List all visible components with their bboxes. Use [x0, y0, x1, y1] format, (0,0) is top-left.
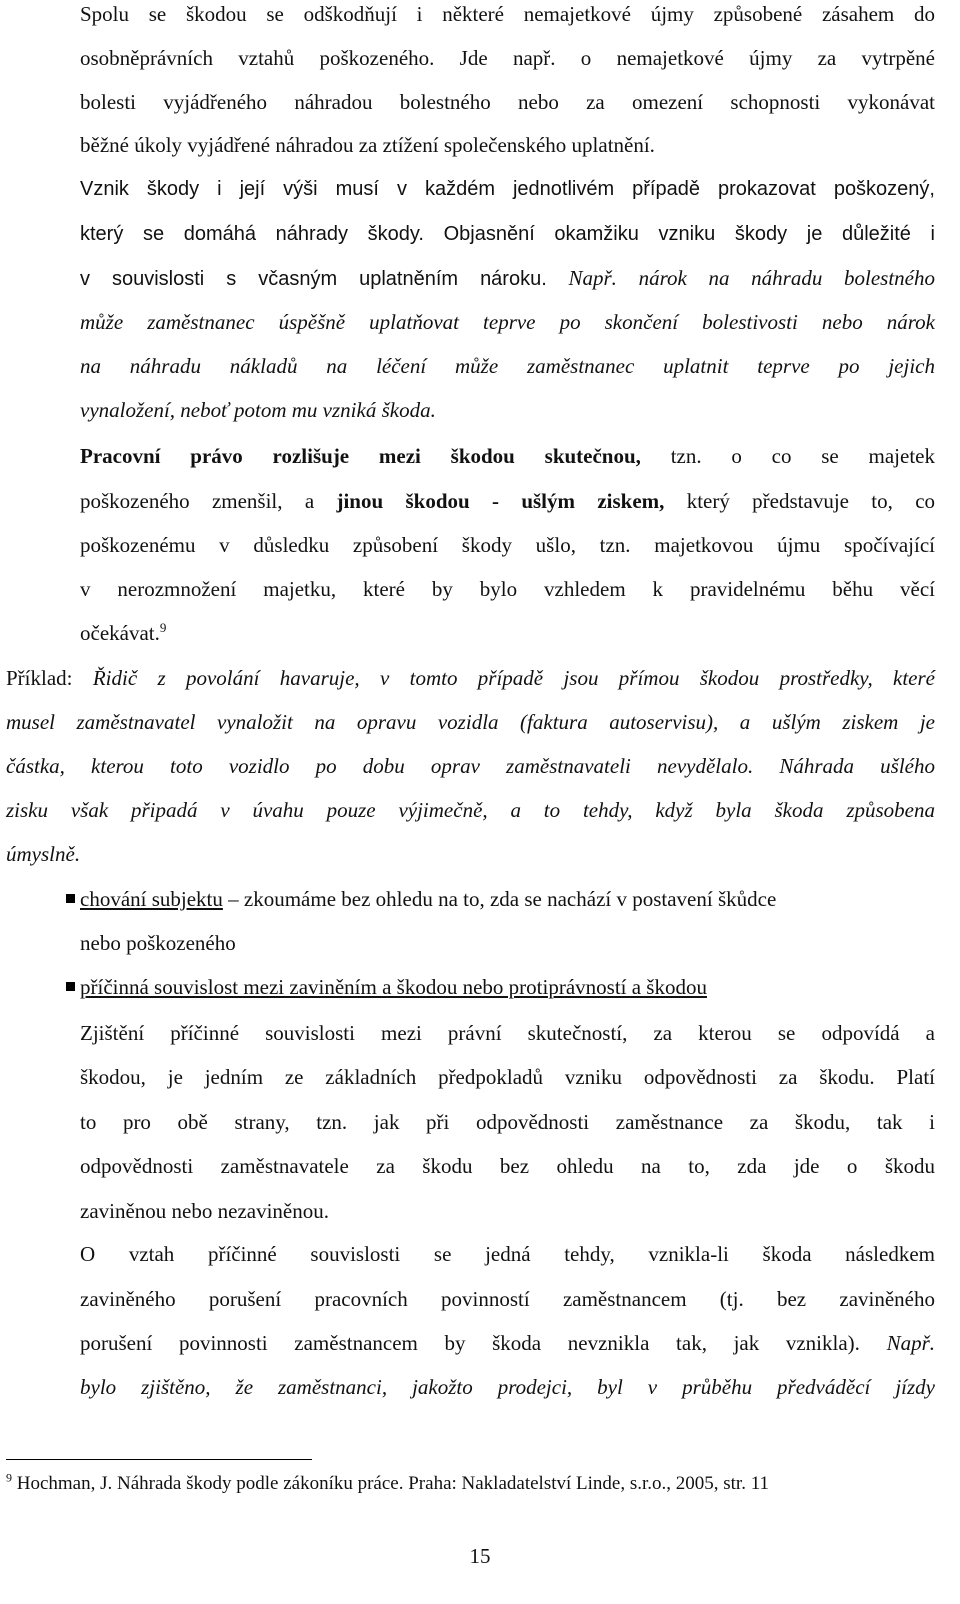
text-line: [80, 487, 935, 515]
footnote-ref: 9: [159, 620, 167, 635]
text-span: Řidič z povolání havaruje, v tomto případě jsou přímou škodou prostředky, které: [92, 666, 935, 690]
footnote-text: Hochman, J. Náhrada škody podle zákoníku práce. Praha: Nakladatelství Linde, s.r.o., 2005, str. 11: [16, 1473, 770, 1494]
page-number: 15: [469, 1544, 491, 1568]
text-line: příčinná souvislost mezi zaviněním a škodou nebo protiprávností a škodou: [80, 975, 707, 999]
text-span: chování subjektu: [80, 887, 223, 911]
text-line: zaviněného porušení pracovních povinností zaměstnancem (tj. bez zaviněného: [80, 1287, 935, 1311]
text-line: může zaměstnanec úspěšně uplatňovat teprve po skončení bolestivosti nebo nárok: [80, 310, 935, 334]
text-span: poškozeného zmenšil, a: [80, 489, 315, 513]
text-span: Např. nárok na náhradu bolestného: [568, 266, 935, 290]
text-line: poškozenému v důsledku způsobení škody ušlo, tzn. majetkovou újmu spočívající: [80, 533, 935, 557]
text-line: osobněprávních vztahů poškozeného. Jde např. o nemajetkové újmy za vytrpěné: [80, 46, 935, 70]
text-line: [80, 619, 935, 647]
text-line: odpovědnosti zaměstnavatele za škodu bez ohledu na to, zda jde o škodu: [80, 1154, 935, 1178]
text-span: Např.: [886, 1331, 935, 1355]
text-line: na náhradu nákladů na léčení může zaměstnanec uplatnit teprve po jejich: [80, 354, 935, 378]
text-line: vynaložení, neboť potom mu vzniká škoda.: [80, 398, 436, 422]
text-span: Příklad:: [6, 666, 73, 690]
text-span: očekávat.: [80, 621, 160, 645]
text-line: úmyslně.: [6, 842, 81, 866]
bullet-icon: [66, 894, 75, 903]
text-span: – zkoumáme bez ohledu na to, zda se nachází v postavení škůdce: [228, 887, 777, 911]
footnote-number: 9: [6, 1470, 12, 1485]
text-line: bolesti vyjádřeného náhradou bolestného nebo za omezení schopnosti vykonávat: [80, 90, 935, 114]
text-span: v souvislosti s včasným uplatněním nároku.: [80, 268, 547, 290]
text-span: porušení povinnosti zaměstnancem by škoda nevznikla tak, jak vznikla).: [80, 1331, 860, 1355]
text-span: jinou škodou - ušlým ziskem,: [336, 489, 665, 513]
text-line: Spolu se škodou se odškodňují i některé nemajetkové újmy způsobené zásahem do: [80, 2, 935, 26]
text-line: částka, kterou toto vozidlo po dobu oprav zaměstnavateli nevydělalo. Náhrada ušlého: [6, 754, 935, 778]
text-span: který představuje to, co: [686, 489, 936, 513]
footnote-separator: [6, 1459, 312, 1460]
footnote: [6, 1472, 769, 1496]
text-line: [6, 664, 935, 692]
text-span: tzn. o co se majetek: [670, 444, 935, 468]
text-line: běžné úkoly vyjádřené náhradou za ztížení společenského uplatnění.: [80, 133, 655, 157]
text-line: [80, 442, 935, 470]
text-line: nebo poškozeného: [80, 931, 236, 955]
bullet-icon: [66, 982, 75, 991]
text-line: [80, 885, 935, 913]
text-line: [80, 1329, 935, 1357]
text-line: [80, 264, 935, 293]
text-line: Zjištění příčinné souvislosti mezi právní skutečností, za kterou se odpovídá a: [80, 1021, 935, 1045]
text-line: který se domáhá náhrady škody. Objasnění okamžiku vzniku škody je důležité i: [80, 223, 935, 245]
text-line: v nerozmnožení majetku, které by bylo vzhledem k pravidelnému běhu věcí: [80, 577, 935, 601]
text-line: bylo zjištěno, že zaměstnanci, jakožto prodejci, byl v průběhu předváděcí jízdy: [80, 1375, 935, 1399]
text-line: zisku však připadá v úvahu pouze výjimečně, a to tehdy, když byla škoda způsobena: [6, 798, 935, 822]
text-line: musel zaměstnavatel vynaložit na opravu vozidla (faktura autoservisu), a ušlým ziskem je: [6, 710, 935, 734]
text-line: zaviněnou nebo nezaviněnou.: [80, 1199, 329, 1223]
text-span: Pracovní právo rozlišuje mezi škodou skutečnou,: [80, 444, 641, 468]
text-line: to pro obě strany, tzn. jak při odpovědnosti zaměstnance za škodu, tak i: [80, 1110, 935, 1134]
text-line: Vznik škody i její výši musí v každém jednotlivém případě prokazovat poškozený,: [80, 178, 935, 200]
text-line: O vztah příčinné souvislosti se jedná tehdy, vznikla-li škoda následkem: [80, 1242, 935, 1266]
text-line: škodou, je jedním ze základních předpokladů vzniku odpovědnosti za škodu. Platí: [80, 1065, 935, 1089]
